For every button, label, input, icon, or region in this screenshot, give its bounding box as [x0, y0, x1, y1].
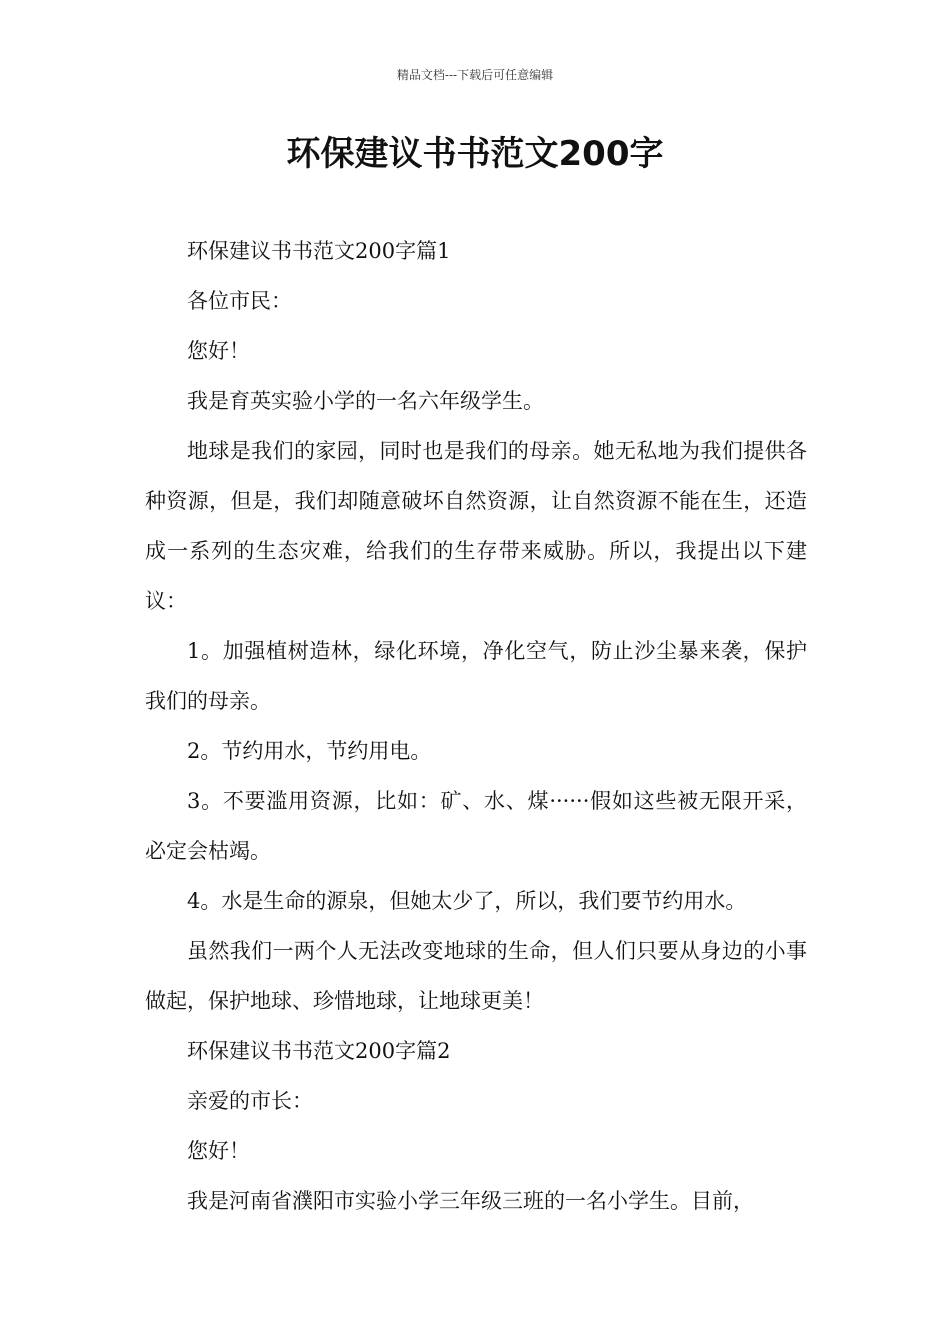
- paragraph: 地球是我们的家园，同时也是我们的母亲。她无私地为我们提供各种资源，但是，我们却随意破坏自然资源，让自然资源不能在生，还造成一系列的生态灾难，给我们的生存带来威胁。所以，我提出以下建议：: [145, 439, 807, 613]
- section-heading-2: 环保建议书书范文200字篇2: [187, 1039, 451, 1063]
- salutation: 亲爱的市长：: [187, 1089, 313, 1113]
- greeting: 您好！: [187, 1139, 250, 1163]
- list-item: 1。加强植树造林，绿化环境，净化空气，防止沙尘暴来袭，保护我们的母亲。: [145, 639, 807, 713]
- page-header: 精品文档---下载后可任意编辑: [396, 68, 554, 82]
- list-item: 3。不要滥用资源，比如：矿、水、煤······假如这些被无限开采，必定会枯竭。: [145, 789, 807, 863]
- list-item: 2。节约用水，节约用电。: [187, 739, 432, 763]
- salutation: 各位市民：: [187, 289, 292, 313]
- document-title: 环保建议书书范文200字: [286, 134, 664, 174]
- document-body: [145, 226, 807, 1226]
- list-item: 4。水是生命的源泉，但她太少了，所以，我们要节约用水。: [187, 889, 747, 913]
- paragraph: 我是河南省濮阳市实验小学三年级三班的一名小学生。目前，: [187, 1189, 754, 1213]
- paragraph: 我是育英实验小学的一名六年级学生。: [187, 389, 544, 413]
- greeting: 您好！: [187, 339, 250, 363]
- paragraph: 虽然我们一两个人无法改变地球的生命，但人们只要从身边的小事做起，保护地球、珍惜地球，让地球更美！: [145, 939, 807, 1013]
- section-heading-1: 环保建议书书范文200字篇1: [187, 239, 451, 263]
